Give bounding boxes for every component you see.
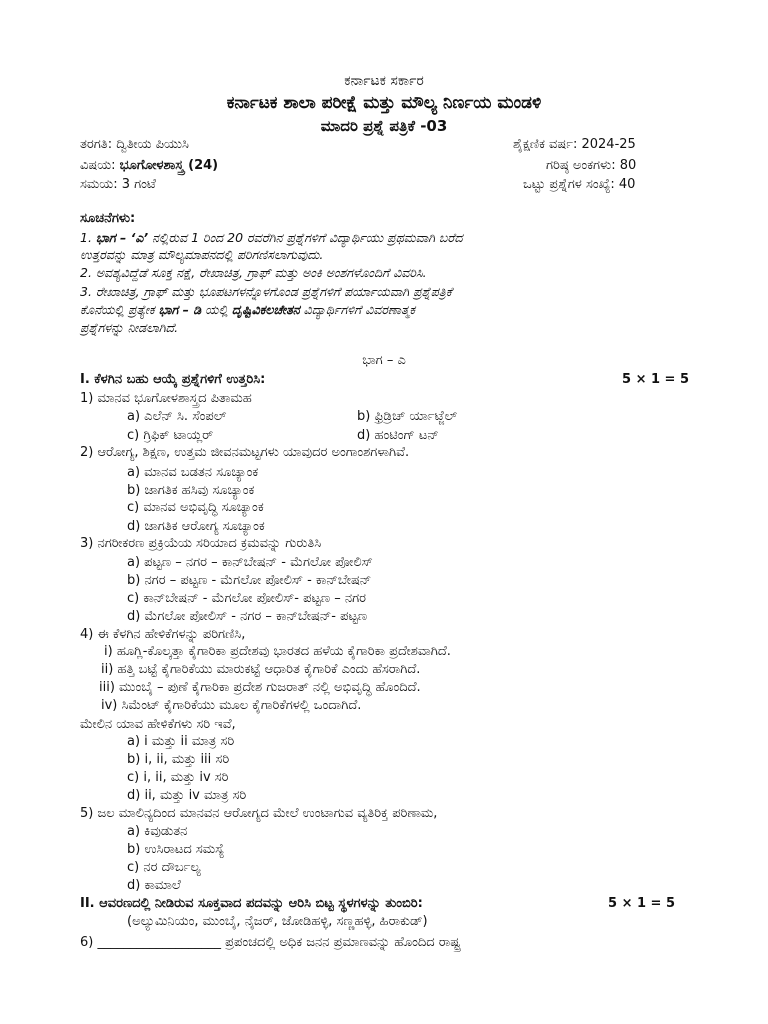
instruction-1b: ಉತ್ತರವನ್ನು ಮಾತ್ರ ಮೌಲ್ಯಮಾಪನದಲ್ಲಿ ಪರಿಗಣಿಸಲಾಗುವುದು. — [80, 247, 324, 262]
section-2-word-options: (ಅಲ್ಯುಮಿನಿಯಂ, ಮುಂಬೈ, ನೈಜರ್, ಜೋಡಿಹಳ್ಳಿ, ಸಣ್ಣಹಳ್ಳಿ, ಹಿರಾಕುಡ್) — [127, 914, 428, 929]
q1-option-b: b) ಫ್ರಿಡ್ರಿಚ್ ರ್ಯಾಟ್ಜೆಲ್ — [357, 409, 458, 424]
q1-option-a: a) ಎಲೆನ್ ಸಿ. ಸೆಂಪಲ್ — [127, 409, 227, 424]
instruction-3b-post: ವಿದ್ಯಾರ್ಥಿಗಳಿಗೆ ವಿವರಣಾತ್ಮಕ — [299, 302, 415, 317]
q6-blank: 6) ___________________ — [80, 935, 221, 950]
q4-statement-2: ii) ಹತ್ತಿ ಬಟ್ಟೆ ಕೈಗಾರಿಕೆಯು ಮಾರುಕಟ್ಟೆ ಆಧಾರಿತ ಕೈಗಾರಿಕೆ ಎಂದು ಹೆಸರಾಗಿದೆ. — [101, 662, 421, 677]
subject-line — [80, 157, 218, 175]
academic-year: ಶೈಕ್ಷಣಿಕ ವರ್ಷ: 2024-25 — [513, 137, 636, 152]
q4-statement-4: iv) ಸಿಮೆಂಟ್ ಕೈಗಾರಿಕೆಯು ಮೂಲ ಕೈಗಾರಿಕೆಗಳಲ್ಲಿ ಒಂದಾಗಿದೆ. — [101, 698, 362, 713]
instruction-1a — [80, 229, 463, 247]
govt-title: ಕರ್ನಾಟಕ ಸರ್ಕಾರ — [344, 73, 424, 89]
subject-name: ಭೂಗೋಳಶಾಸ್ತ್ರ (24) — [119, 158, 219, 173]
question-4: 4) ಈ ಕೆಳಗಿನ ಹೇಳಿಕೆಗಳನ್ನು ಪರಿಗಣಿಸಿ, — [80, 627, 246, 642]
section-1-marks: 5 × 1 = 5 — [622, 372, 690, 387]
part-heading: ಭಾಗ – ಎ — [362, 353, 406, 368]
question-5: 5) ಜಲ ಮಾಲಿನ್ಯದಿಂದ ಮಾನವನ ಆರೋಗ್ಯದ ಮೇಲೆ ಉಂಟಾಗುವ ವ್ಯತಿರಿಕ್ತ ಪರಿಣಾಮ, — [80, 806, 438, 821]
section-2-marks: 5 × 1 = 5 — [608, 896, 676, 911]
question-1: 1) ಮಾನವ ಭೂಗೋಳಶಾಸ್ತ್ರದ ಪಿತಾಮಹ — [80, 391, 252, 406]
instruction-3b — [80, 301, 415, 319]
q5-option-b: b) ಉಸಿರಾಟದ ಸಮಸ್ಯೆ — [127, 842, 225, 857]
question-2: 2) ಆರೋಗ್ಯ, ಶಿಕ್ಷಣ, ಉತ್ತಮ ಜೀವನಮಟ್ಟಗಳು ಯಾವುದರ ಅಂಗಾಂಶಗಳಾಗಿವೆ. — [80, 445, 410, 460]
paper-title: ಮಾದರಿ ಪ್ರಶ್ನೆ ಪತ್ರಿಕೆ -03 — [320, 117, 448, 135]
q4-option-c: c) i, ii, ಮತ್ತು iv ಸರಿ — [127, 770, 229, 785]
section-2-title: II. ಆವರಣದಲ್ಲಿ ನೀಡಿರುವ ಸೂಕ್ತವಾದ ಪದವನ್ನು ಆರಿಸಿ ಬಿಟ್ಟ ಸ್ಥಳಗಳನ್ನು ತುಂಬಿರಿ: — [80, 896, 423, 911]
q3-option-b: b) ನಗರ – ಪಟ್ಟಣ - ಮೆಗಲೋ ಪೋಲಿಸ್ - ಕಾನ್‌ಬೇಷನ್ — [127, 573, 372, 588]
q1-option-c: c) ಗ್ರಿಫಿಕ್ ಟಾಯ್ಲರ್ — [127, 428, 214, 443]
instructions-title: ಸೂಚನೆಗಳು: — [80, 211, 136, 226]
instruction-1-number: 1. — [80, 230, 96, 245]
instruction-3b-visually-impaired: ದೃಷ್ಟಿವಿಕಲಚೇತನ — [231, 302, 300, 317]
q2-option-c: c) ಮಾನವ ಅಭಿವೃದ್ಧಿ ಸೂಚ್ಯಾಂಕ — [127, 500, 264, 515]
max-marks: ಗರಿಷ್ಠ ಅಂಕಗಳು: 80 — [546, 158, 637, 173]
q2-option-d: d) ಜಾಗತಿಕ ಆರೋಗ್ಯ ಸೂಚ್ಯಾಂಕ — [127, 519, 265, 534]
board-title: ಕರ್ನಾಟಕ ಶಾಲಾ ಪರೀಕ್ಷೆ ಮತ್ತು ಮೌಲ್ಯ ನಿರ್ಣಯ ಮಂಡಳಿ — [226, 93, 542, 113]
instruction-3a: 3. ರೇಖಾಚಿತ್ರ, ಗ್ರಾಫ್ ಮತ್ತು ಭೂಪಟಗಳನ್ನೊಳಗೊಂಡ ಪ್ರಶ್ನೆಗಳಿಗೆ ಪರ್ಯಾಯವಾಗಿ ಪ್ರಶ್ನೆಪತ್ರಿಕೆ — [80, 284, 452, 299]
q3-option-d: d) ಮೆಗಲೋ ಪೋಲಿಸ್ - ನಗರ – ಕಾನ್‌ಬೇಷನ್- ಪಟ್ಟಣ — [127, 609, 368, 624]
total-questions: ಒಟ್ಟು ಪ್ರಶ್ನೆಗಳ ಸಂಖ್ಯೆ: 40 — [523, 177, 636, 192]
class-label: ತರಗತಿ: ದ್ವಿತೀಯ ಪಿಯುಸಿ — [80, 137, 189, 152]
instruction-3b-part: ಭಾಗ – ಡಿ — [158, 302, 202, 317]
section-1-title: I. ಕೆಳಗಿನ ಬಹು ಆಯ್ಕೆ ಪ್ರಶ್ನೆಗಳಿಗೆ ಉತ್ತರಿಸಿ: — [80, 372, 266, 387]
q4-prompt: ಮೇಲಿನ ಯಾವ ಹೇಳಿಕೆಗಳು ಸರಿ ಇವೆ, — [80, 717, 236, 732]
instruction-3c: ಪ್ರಶ್ನೆಗಳನ್ನು ನೀಡಲಾಗಿದೆ. — [80, 320, 179, 335]
q4-option-d: d) ii, ಮತ್ತು iv ಮಾತ್ರ ಸರಿ — [127, 788, 247, 803]
subject-label: ವಿಷಯ: — [80, 158, 120, 173]
time-label: ಸಮಯ: 3 ಗಂಟೆ — [80, 177, 156, 192]
q2-option-a: a) ಮಾನವ ಬಡತನ ಸೂಚ್ಯಾಂಕ — [127, 465, 259, 480]
instruction-3b-pre: ಕೊನೆಯಲ್ಲಿ ಪ್ರತ್ಯೇಕ — [80, 302, 159, 317]
q1-option-d: d) ಹಂಟಿಂಗ್ ಟನ್ — [357, 428, 439, 443]
question-6 — [80, 934, 460, 952]
q3-option-a: a) ಪಟ್ಟಣ – ನಗರ – ಕಾನ್‌ಬೇಷನ್ - ಮೆಗಲೋ ಪೋಲಿಸ್ — [127, 555, 373, 570]
q4-statement-1: i) ಹೂಗ್ಲಿ-ಕೊಲ್ಕತ್ತಾ ಕೈಗಾರಿಕಾ ಪ್ರದೇಶವು ಭಾರತದ ಹಳೆಯ ಕೈಗಾರಿಕಾ ಪ್ರದೇಶವಾಗಿದೆ. — [104, 644, 451, 659]
question-3: 3) ನಗರೀಕರಣ ಪ್ರಕ್ರಿಯೆಯ ಸರಿಯಾದ ಕ್ರಮವನ್ನು ಗುರುತಿಸಿ — [80, 536, 322, 551]
instruction-1-text: ನಲ್ಲಿರುವ 1 ರಿಂದ 20 ರವರೆಗಿನ ಪ್ರಶ್ನೆಗಳಿಗೆ ವಿದ್ಯಾರ್ಥಿಯು ಪ್ರಥಮವಾಗಿ ಬರೆದ — [148, 230, 463, 245]
instruction-1-part: ಭಾಗ – ‘ಎ’ — [95, 230, 149, 245]
q3-option-c: c) ಕಾನ್‌ಬೇಷನ್ - ಮೆಗಲೋ ಪೋಲಿಸ್- ಪಟ್ಟಣ – ನಗರ — [127, 591, 367, 606]
instruction-3b-mid: ಯಲ್ಲಿ — [201, 302, 232, 317]
q5-option-c: c) ನರ ದೌರ್ಬಲ್ಯ — [127, 860, 201, 875]
q2-option-b: b) ಜಾಗತಿಕ ಹಸಿವು ಸೂಚ್ಯಾಂಕ — [127, 483, 255, 498]
q4-option-b: b) i, ii, ಮತ್ತು iii ಸರಿ — [127, 752, 230, 767]
q4-statement-3: iii) ಮುಂಬೈ – ಪುಣೆ ಕೈಗಾರಿಕಾ ಪ್ರದೇಶ ಗುಜರಾತ್ ನಲ್ಲಿ ಅಭಿವೃದ್ಧಿ ಹೊಂದಿದೆ. — [99, 680, 421, 695]
instruction-2: 2. ಅವಶ್ಯವಿದ್ದೆಡೆ ಸೂಕ್ತ ನಕ್ಷೆ, ರೇಖಾಚಿತ್ರ, ಗ್ರಾಫ್ ಮತ್ತು ಅಂಕಿ ಅಂಶಗಳೊಂದಿಗೆ ವಿವರಿಸಿ. — [80, 265, 427, 280]
q5-option-a: a) ಕಿವುಡುತನ — [127, 824, 188, 839]
q6-text: ಪ್ರಪಂಚದಲ್ಲಿ ಅಧಿಕ ಜನನ ಪ್ರಮಾಣವನ್ನು ಹೊಂದಿದ ರಾಷ್ಟ್ರ — [220, 935, 461, 950]
q5-option-d: d) ಕಾಮಾಲೆ — [127, 878, 181, 893]
q4-option-a: a) i ಮತ್ತು ii ಮಾತ್ರ ಸರಿ — [127, 734, 235, 749]
